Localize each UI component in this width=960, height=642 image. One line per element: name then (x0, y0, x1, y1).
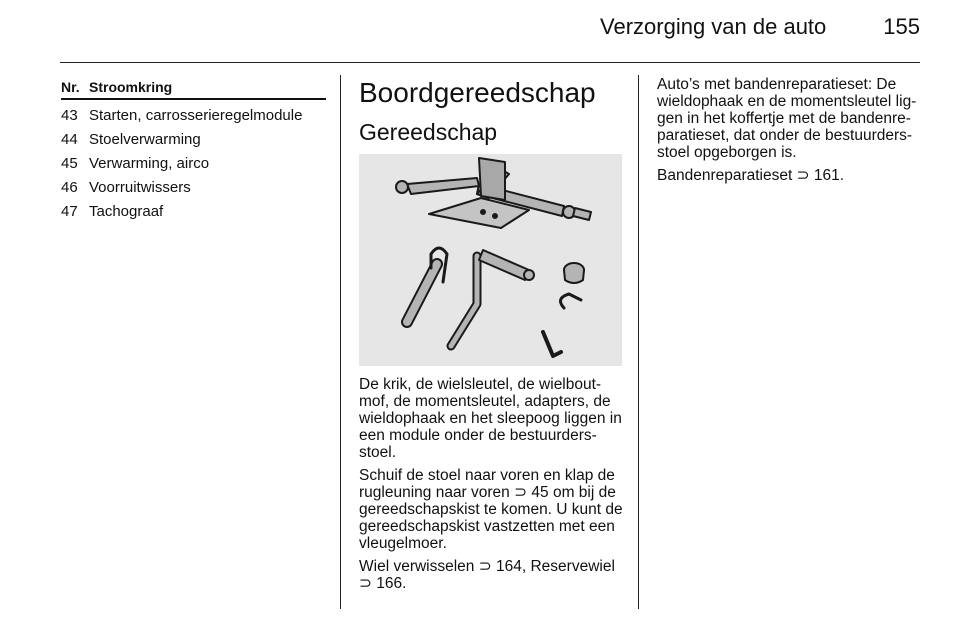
column-divider (340, 75, 341, 609)
fuse-number: 44 (61, 131, 78, 148)
section-title: Boordgereedschap (359, 77, 596, 108)
tool-kit-drawing (359, 154, 622, 366)
fuse-circuit: Tachograaf (89, 203, 164, 220)
page-number: 155 (883, 14, 920, 39)
fuse-table (61, 79, 326, 220)
section-subtitle: Gereedschap (359, 119, 498, 145)
fuse-circuit: Voorruitwissers (89, 179, 191, 196)
fuse-number: 46 (61, 179, 78, 196)
header-rule (60, 62, 920, 63)
fuse-number: 47 (61, 203, 78, 220)
fuse-number: 43 (61, 107, 78, 124)
table-row (61, 203, 326, 220)
column-header-nr: Nr. (61, 79, 80, 95)
column-header-circuit: Stroomkring (89, 79, 173, 95)
column-divider (638, 75, 639, 609)
fuse-circuit: Starten, carrosserieregelmodule (89, 107, 303, 124)
fuse-circuit: Stoelverwarming (89, 131, 201, 148)
page-header-title: Verzorging van de auto (600, 14, 827, 39)
body-paragraph: Schuif de stoel naar voren en klap de rugleuning naar voren ⊃ 45 om bij de gereedschapskist te komen. U kunt de gereedschapskist vastzetten met een vleugelmoer. (359, 467, 623, 552)
body-paragraph: Auto’s met bandenreparatieset: De wieldophaak en de momentsleutel lig-gen in het koffertje met de bandenre-paratieset, dat onder de bestuurders-stoel opgeborgen is. (657, 76, 917, 161)
body-paragraph: De krik, de wielsleutel, de wielbout-mof, de momentsleutel, adapters, de wieldophaak en het sleepoog liggen in een module onder de bestuurders-stoel. (359, 376, 622, 461)
table-row (61, 131, 326, 148)
cross-reference-link[interactable]: Wiel verwisselen ⊃ 164, Reservewiel ⊃ 166. (359, 558, 615, 592)
cross-reference-link[interactable]: Bandenreparatieset ⊃ 161. (657, 167, 845, 184)
tool-kit-illustration (359, 154, 622, 366)
fuse-number: 45 (61, 155, 78, 172)
table-row (61, 179, 326, 196)
fuse-circuit: Verwarming, airco (89, 155, 210, 172)
table-row (61, 155, 326, 172)
table-row (61, 107, 326, 124)
fuse-table-header (61, 79, 326, 100)
